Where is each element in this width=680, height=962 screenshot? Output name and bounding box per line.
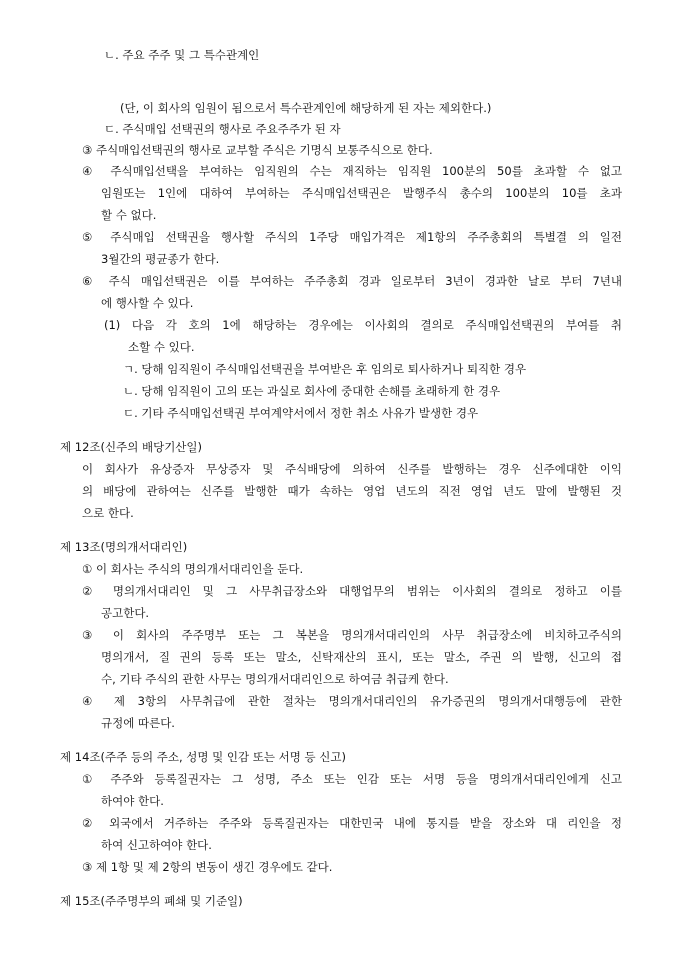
article-14-item-2-line-1: ② 외국에서 거주하는 주주와 등록질권자는 대한민국 내에 통지를 받을 장소와 대 리인을 정 (82, 816, 622, 830)
article-12-line-3: 으로 한다. (82, 506, 134, 520)
article-14-item-1-line-1: ① 주주와 등록질권자는 그 성명, 주소 또는 인감 또는 서명 등을 명의개서대리인에게 신고 (82, 772, 622, 786)
item-3: ③ 주식매입선택권의 행사로 교부할 주식은 기명식 보통주식으로 한다. (82, 143, 433, 157)
item-2-sub-n: ㄴ. 주요 주주 및 그 특수관계인 (104, 48, 260, 62)
item-6-line-2: 에 행사할 수 있다. (101, 296, 194, 310)
item-5-line-1: ⑤ 주식매입 선택권을 행사할 주식의 1주당 매입가격은 제1항의 주주총회의 특별결 의 일전 (82, 230, 622, 244)
sub-1-ga: ㄱ. 당해 임직원이 주식매입선택권을 부여받은 후 임의로 퇴사하거나 퇴직한 경우 (123, 362, 527, 376)
article-13-item-4-line-2: 규정에 따른다. (101, 716, 175, 730)
item-5-line-2: 3월간의 평균종가 한다. (101, 252, 220, 266)
article-14-item-1-line-2: 하여야 한다. (101, 794, 164, 808)
article-13-item-2-line-1: ② 명의개서대리인 및 그 사무취급장소와 대행업무의 범위는 이사회의 결의로 정하고 이를 (82, 584, 622, 598)
item-4-line-3: 할 수 없다. (101, 208, 157, 222)
article-13-item-2-line-2: 공고한다. (101, 606, 150, 620)
item-6-line-1: ⑥ 주식 매입선택권은 이를 부여하는 주주총회 경과 일로부터 3년이 경과한 날로 부터 7년내 (82, 274, 622, 288)
article-14-item-2-line-2: 하여 신고하여야 한다. (101, 838, 212, 852)
item-4-line-2: 임원또는 1인에 대하여 부여하는 주식매입선택권은 발행주식 총수의 100분의 10를 초과 (101, 186, 622, 200)
sub-1-na: ㄴ. 당해 임직원이 고의 또는 과실로 회사에 중대한 손해를 초래하게 한 경우 (123, 384, 501, 398)
item-4-line-1: ④ 주식매입선택을 부여하는 임직원의 수는 재직하는 임직원 100분의 50를 초과할 수 없고 (82, 164, 622, 178)
article-13-item-3-line-1: ③ 이 회사의 주주명부 또는 그 복본을 명의개서대리인의 사무 취급장소에 비치하고주식의 (82, 628, 622, 642)
article-13-heading: 제 13조(명의개서대리인) (60, 540, 188, 554)
article-12-line-2: 의 배당에 관하여는 신주를 발행한 때가 속하는 영업 년도의 직전 영업 년도 말에 발행된 것 (82, 484, 622, 498)
article-13-item-4-line-1: ④ 제 3항의 사무취급에 관한 절차는 명의개서대리인의 유가증권의 명의개서대행등에 관한 (82, 694, 622, 708)
article-13-item-3-line-3: 수, 기타 주식의 관한 사무는 명의개서대리인으로 하여금 취급케 한다. (101, 672, 449, 686)
sub-1-line-2: 소할 수 있다. (128, 340, 195, 354)
sub-1-line-1: (1) 다음 각 호의 1에 해당하는 경우에는 이사회의 결의로 주식매입선택권의 부여를 취 (104, 318, 622, 332)
article-13-item-3-line-2: 명의개서, 질 권의 등록 또는 말소, 신탁재산의 표시, 또는 말소, 주권 의 발행, 신고의 접 (101, 650, 622, 664)
item-2-sub-d: ㄷ. 주식매입 선택권의 행사로 주요주주가 된 자 (104, 122, 341, 136)
sub-1-da: ㄷ. 기타 주식매입선택권 부여계약서에서 정한 취소 사유가 발생한 경우 (123, 406, 479, 420)
item-2-sub-n-note: (단, 이 회사의 임원이 됨으로서 특수관계인에 해당하게 된 자는 제외한다.) (120, 101, 492, 115)
article-12-line-1: 이 회사가 유상증자 무상증자 및 주식배당에 의하여 신주를 발행하는 경우 신주에대한 이익 (82, 462, 622, 476)
article-13-item-1: ① 이 회사는 주식의 명의개서대리인을 둔다. (82, 562, 304, 576)
article-14-heading: 제 14조(주주 등의 주소, 성명 및 인감 또는 서명 등 신고) (60, 750, 346, 764)
article-12-heading: 제 12조(신주의 배당기산일) (60, 440, 203, 454)
article-15-heading: 제 15조(주주명부의 폐쇄 및 기준일) (60, 894, 243, 908)
article-14-item-3: ③ 제 1항 및 제 2항의 변동이 생긴 경우에도 같다. (82, 860, 333, 874)
